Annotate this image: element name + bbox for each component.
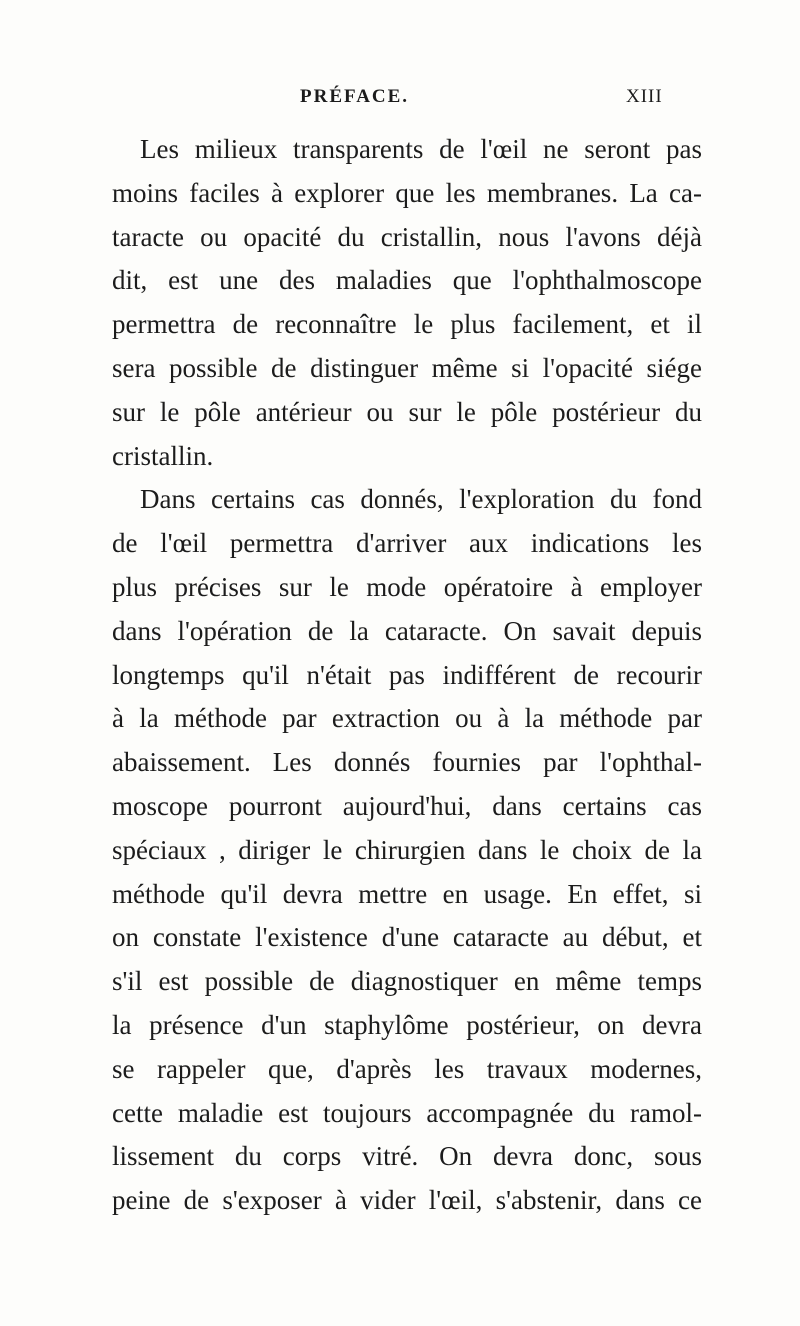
text-line: lissement du corps vitré. On devra donc, sous (112, 1141, 702, 1172)
text-line: sur le pôle antérieur ou sur le pôle postérieur du (112, 396, 702, 427)
text-line: méthode qu'il devra mettre en usage. En effet, si (112, 878, 702, 909)
text-line: s'il est possible de diagnostiquer en même temps (112, 966, 702, 997)
text-line: on constate l'existence d'une cataracte au début, et (112, 922, 702, 953)
text-line: taracte ou opacité du cristallin, nous l'avons déjà (112, 221, 702, 252)
body-text (112, 128, 702, 1223)
text-line: cette maladie est toujours accompagnée du ramol- (112, 1097, 702, 1128)
text-line: cristallin. (112, 440, 214, 471)
text-line: Dans certains cas donnés, l'exploration du fond (140, 484, 702, 515)
text-line: plus précises sur le mode opératoire à employer (112, 571, 702, 602)
text-line: peine de s'exposer à vider l'œil, s'abstenir, dans ce (112, 1185, 702, 1216)
text-line: la présence d'un staphylôme postérieur, on devra (112, 1009, 702, 1040)
text-line: permettra de reconnaître le plus facilement, et il (112, 309, 702, 340)
running-title: PRÉFACE. (300, 86, 410, 107)
text-line: Les milieux transparents de l'œil ne seront pas (140, 134, 702, 164)
text-line: dans l'opération de la cataracte. On savait depuis (112, 615, 702, 646)
text-line: à la méthode par extraction ou à la méthode par (112, 703, 702, 734)
text-line: se rappeler que, d'après les travaux modernes, (112, 1053, 702, 1084)
text-line: longtemps qu'il n'était pas indifférent de recourir (112, 659, 702, 690)
page-header (0, 86, 800, 116)
text-line: abaissement. Les donnés fournies par l'ophthal- (112, 747, 702, 778)
text-line: moscope pourront aujourd'hui, dans certains cas (112, 790, 702, 821)
page-number: XIII (626, 86, 663, 107)
text-line: de l'œil permettra d'arriver aux indications les (112, 528, 702, 559)
text-line: spéciaux , diriger le chirurgien dans le choix de la (112, 834, 702, 865)
text-line: moins faciles à explorer que les membranes. La ca- (112, 177, 702, 208)
text-line: dit, est une des maladies que l'ophthalmoscope (112, 265, 702, 296)
text-line: sera possible de distinguer même si l'opacité siége (112, 352, 702, 383)
